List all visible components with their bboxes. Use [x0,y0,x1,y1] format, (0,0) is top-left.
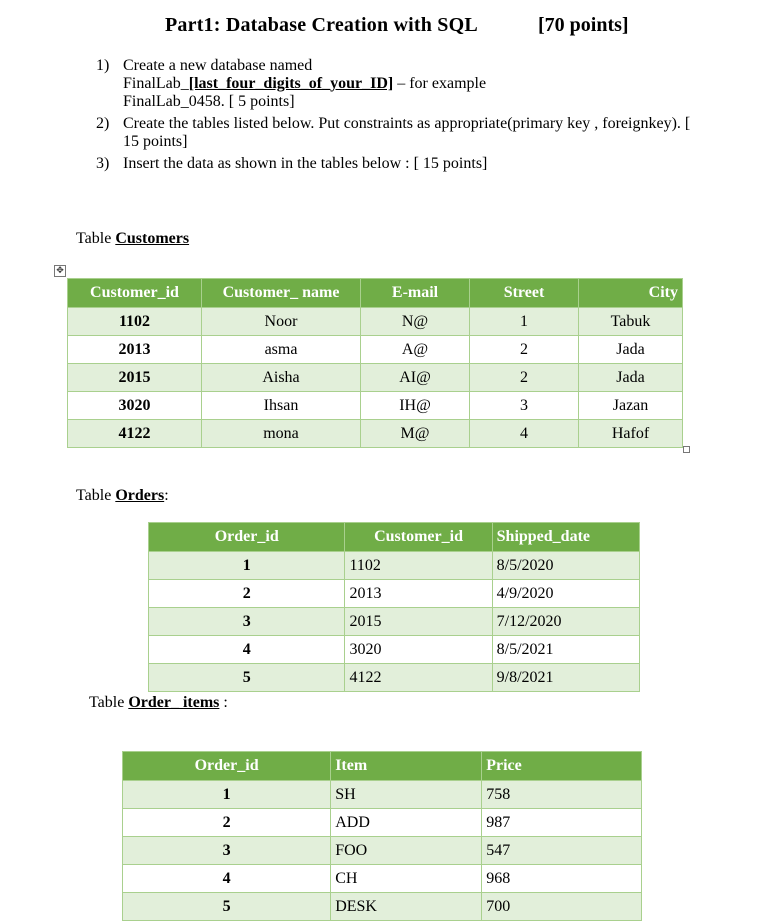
table-cell: Jada [579,364,683,392]
table-cell: 8/5/2020 [492,552,639,580]
table-cell: 2015 [68,364,202,392]
task-text: Create a new database named [123,57,313,74]
resize-handle[interactable] [683,446,690,453]
table-cell: DESK [331,893,482,921]
column-header: Item [331,752,482,781]
order-items-table [122,751,642,921]
table-cell: Noor [202,308,361,336]
table-row [149,608,640,636]
task-number: 1) [96,57,110,74]
table-header-row [123,752,642,781]
column-header: E-mail [361,279,470,308]
task-list [96,57,696,177]
task-item [96,115,696,151]
column-header: City [579,279,683,308]
column-header: Price [482,752,642,781]
table-row [68,364,683,392]
table-cell: 2 [470,364,579,392]
table-cell: 758 [482,781,642,809]
caption-prefix: Table [89,694,129,711]
task-text: Create the tables listed below. Put constraints as appropriate(primary key , foreignkey). [ 15 points] [123,115,691,150]
table-cell: Jada [579,336,683,364]
table-cell: 2013 [345,580,492,608]
caption-prefix: Table [76,487,116,504]
table-cell: 3020 [345,636,492,664]
table-cell: FOO [331,837,482,865]
caption-name: Customers [115,230,190,247]
customers-table [67,278,683,448]
orders-caption [76,487,169,505]
table-cell: 1 [123,781,331,809]
table-cell: M@ [361,420,470,448]
table-cell: 700 [482,893,642,921]
table-cell: 3 [470,392,579,420]
task-text: FinalLab_0458. [ 5 points] [123,93,295,110]
orders-table [148,522,640,692]
table-cell: 968 [482,865,642,893]
table-header-row [68,279,683,308]
table-cell: SH [331,781,482,809]
column-header: Street [470,279,579,308]
table-cell: IH@ [361,392,470,420]
page-title: Part1: Database Creation with SQL [165,14,478,36]
table-cell: mona [202,420,361,448]
table-cell: 3 [149,608,345,636]
table-cell: Ihsan [202,392,361,420]
table-cell: 2 [470,336,579,364]
table-row [149,636,640,664]
total-points: [70 points] [538,14,629,36]
column-header: Shipped_date [492,523,639,552]
task-text: – for example [393,75,487,92]
table-cell: 5 [123,893,331,921]
table-cell: Hafof [579,420,683,448]
table-row [149,580,640,608]
table-row [68,420,683,448]
table-row [68,308,683,336]
table-cell: 2 [123,809,331,837]
task-text: Insert the data as shown in the tables below : [ 15 points] [123,155,488,172]
table-cell: 9/8/2021 [492,664,639,692]
table-cell: 987 [482,809,642,837]
task-item [96,57,696,111]
column-header: Customer_ name [202,279,361,308]
table-cell: N@ [361,308,470,336]
table-cell: 4 [123,865,331,893]
table-cell: 2 [149,580,345,608]
table-row [68,392,683,420]
caption-suffix: : [219,694,228,711]
table-cell: 3 [123,837,331,865]
table-row [149,552,640,580]
table-row [123,837,642,865]
column-header: Customer_id [345,523,492,552]
column-header: Customer_id [68,279,202,308]
table-cell: 1102 [345,552,492,580]
table-cell: 1 [149,552,345,580]
id-placeholder: [last_four_digits_of_your_ID] [188,75,394,92]
caption-suffix: : [164,487,169,504]
table-cell: 2013 [68,336,202,364]
table-cell: 4 [149,636,345,664]
customers-caption [76,230,189,248]
table-row [123,893,642,921]
table-cell: 4122 [345,664,492,692]
table-cell: asma [202,336,361,364]
table-row [123,781,642,809]
column-header: Order_id [123,752,331,781]
order-items-caption [89,694,228,712]
table-row [123,865,642,893]
task-item [96,155,696,173]
move-icon[interactable]: ✥ [54,265,66,277]
table-cell: A@ [361,336,470,364]
caption-name: Order_ items [128,694,220,711]
table-cell: 1102 [68,308,202,336]
table-cell: ADD [331,809,482,837]
task-text: FinalLab_ [123,75,189,92]
table-cell: 4 [470,420,579,448]
table-cell: 2015 [345,608,492,636]
table-row [68,336,683,364]
table-cell: 5 [149,664,345,692]
caption-name: Orders [115,487,165,504]
task-number: 2) [96,115,110,132]
table-row [123,809,642,837]
task-number: 3) [96,155,110,172]
table-cell: CH [331,865,482,893]
table-cell: 4/9/2020 [492,580,639,608]
table-cell: Jazan [579,392,683,420]
column-header: Order_id [149,523,345,552]
table-cell: 3020 [68,392,202,420]
caption-prefix: Table [76,230,116,247]
table-cell: AI@ [361,364,470,392]
table-cell: 8/5/2021 [492,636,639,664]
table-cell: Tabuk [579,308,683,336]
table-cell: Aisha [202,364,361,392]
table-header-row [149,523,640,552]
table-cell: 7/12/2020 [492,608,639,636]
table-cell: 547 [482,837,642,865]
table-row [149,664,640,692]
table-cell: 1 [470,308,579,336]
table-cell: 4122 [68,420,202,448]
